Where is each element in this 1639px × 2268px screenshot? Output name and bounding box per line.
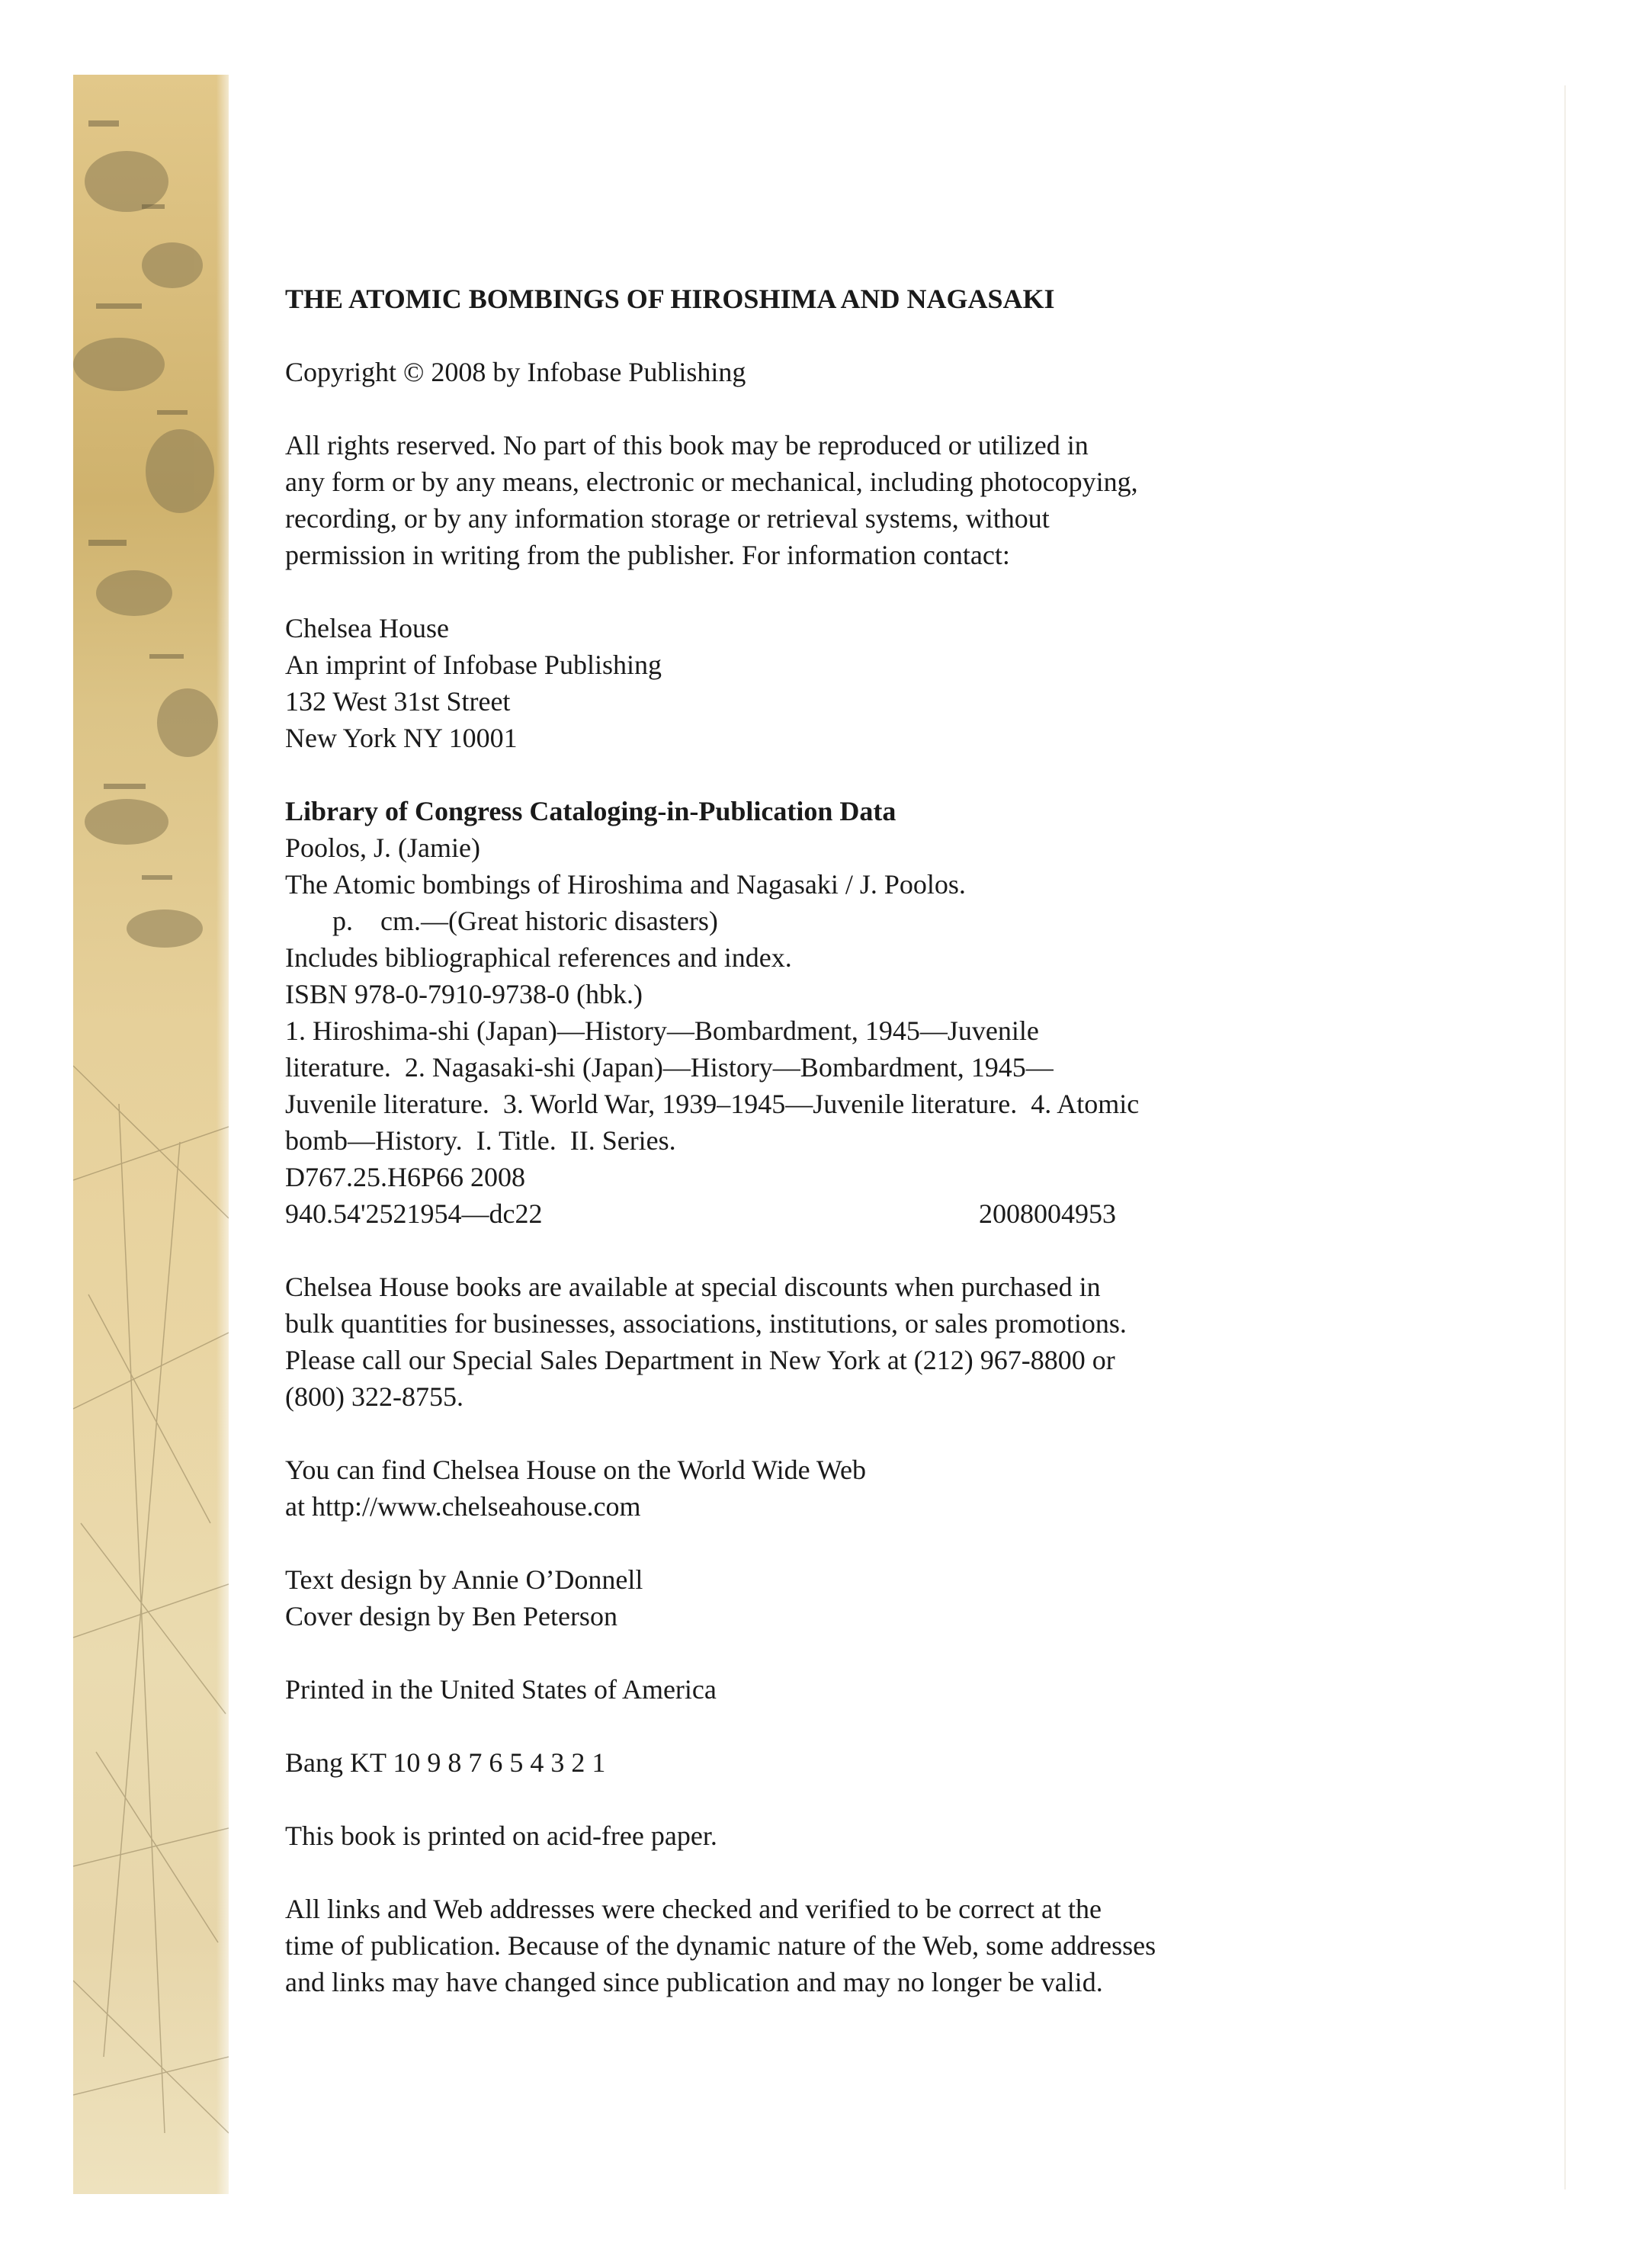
publisher-address bbox=[285, 610, 1276, 756]
cip-dewey: 940.54'2521954—dc22 bbox=[285, 1198, 543, 1229]
text-line: Cover design by Ben Peterson bbox=[285, 1601, 617, 1631]
text-line: An imprint of Infobase Publishing bbox=[285, 650, 662, 680]
cip-title: The Atomic bombings of Hiroshima and Nagasaki / J. Poolos. bbox=[285, 869, 966, 900]
links-paragraph bbox=[285, 1891, 1276, 2000]
text-line: at http://www.chelseahouse.com bbox=[285, 1491, 641, 1522]
design-credits bbox=[285, 1561, 1276, 1634]
cip-lc-class: D767.25.H6P66 2008 bbox=[285, 1162, 526, 1192]
text-line: (800) 322-8755. bbox=[285, 1381, 463, 1412]
cip-isbn: ISBN 978-0-7910-9738-0 (hbk.) bbox=[285, 979, 643, 1009]
cip-subject-line: literature. 2. Nagasaki-shi (Japan)—History—Bombardment, 1945— bbox=[285, 1052, 1054, 1083]
text-line: bulk quantities for businesses, associations, institutions, or sales promotions. bbox=[285, 1308, 1127, 1339]
text-line: any form or by any means, electronic or mechanical, including photocopying, bbox=[285, 467, 1138, 497]
text-line: All links and Web addresses were checked and verified to be correct at the bbox=[285, 1894, 1102, 1924]
sales-paragraph bbox=[285, 1269, 1276, 1415]
printed-in-line: Printed in the United States of America bbox=[285, 1674, 717, 1705]
text-line: time of publication. Because of the dynamic nature of the Web, some addresses bbox=[285, 1930, 1156, 1961]
decorative-parchment-strip bbox=[73, 75, 229, 2194]
cip-heading: Library of Congress Cataloging-in-Publication Data bbox=[285, 796, 896, 826]
cip-lccn: 2008004953 bbox=[979, 1198, 1116, 1229]
text-line: Please call our Special Sales Department in New York at (212) 967-8800 or bbox=[285, 1345, 1115, 1375]
rights-paragraph bbox=[285, 427, 1276, 573]
cip-subject-line: 1. Hiroshima-shi (Japan)—History—Bombardment, 1945—Juvenile bbox=[285, 1015, 1039, 1046]
cip-data bbox=[285, 793, 1276, 1232]
book-title: THE ATOMIC BOMBINGS OF HIROSHIMA AND NAGASAKI bbox=[285, 284, 1055, 314]
cip-includes: Includes bibliographical references and index. bbox=[285, 942, 792, 973]
text-line: All rights reserved. No part of this book may be reproduced or utilized in bbox=[285, 430, 1089, 460]
cip-series: p. cm.—(Great historic disasters) bbox=[332, 906, 718, 936]
text-line: Chelsea House books are available at special discounts when purchased in bbox=[285, 1272, 1101, 1302]
parchment-texture bbox=[73, 75, 229, 2194]
text-line: and links may have changed since publication and may no longer be valid. bbox=[285, 1967, 1103, 1997]
cip-subject-line: Juvenile literature. 3. World War, 1939–1945—Juvenile literature. 4. Atomic bbox=[285, 1089, 1140, 1119]
printing-line: Bang KT 10 9 8 7 6 5 4 3 2 1 bbox=[285, 1747, 606, 1778]
text-line: 132 West 31st Street bbox=[285, 686, 511, 717]
text-line: Text design by Annie O’Donnell bbox=[285, 1564, 643, 1595]
cip-classification-row bbox=[285, 1195, 1116, 1232]
copyright-page-content bbox=[285, 281, 1276, 2037]
cip-author: Poolos, J. (Jamie) bbox=[285, 832, 480, 863]
cip-subject-line: bomb—History. I. Title. II. Series. bbox=[285, 1125, 676, 1156]
web-paragraph bbox=[285, 1452, 1276, 1525]
text-line: permission in writing from the publisher. For information contact: bbox=[285, 540, 1010, 570]
text-line: recording, or by any information storage or retrieval systems, without bbox=[285, 503, 1050, 534]
text-line: You can find Chelsea House on the World Wide Web bbox=[285, 1455, 866, 1485]
text-line: Chelsea House bbox=[285, 613, 449, 643]
copyright-line: Copyright © 2008 by Infobase Publishing bbox=[285, 357, 746, 387]
page-edge-rule bbox=[1564, 85, 1566, 2189]
acid-free-line: This book is printed on acid-free paper. bbox=[285, 1820, 717, 1851]
text-line: New York NY 10001 bbox=[285, 723, 518, 753]
